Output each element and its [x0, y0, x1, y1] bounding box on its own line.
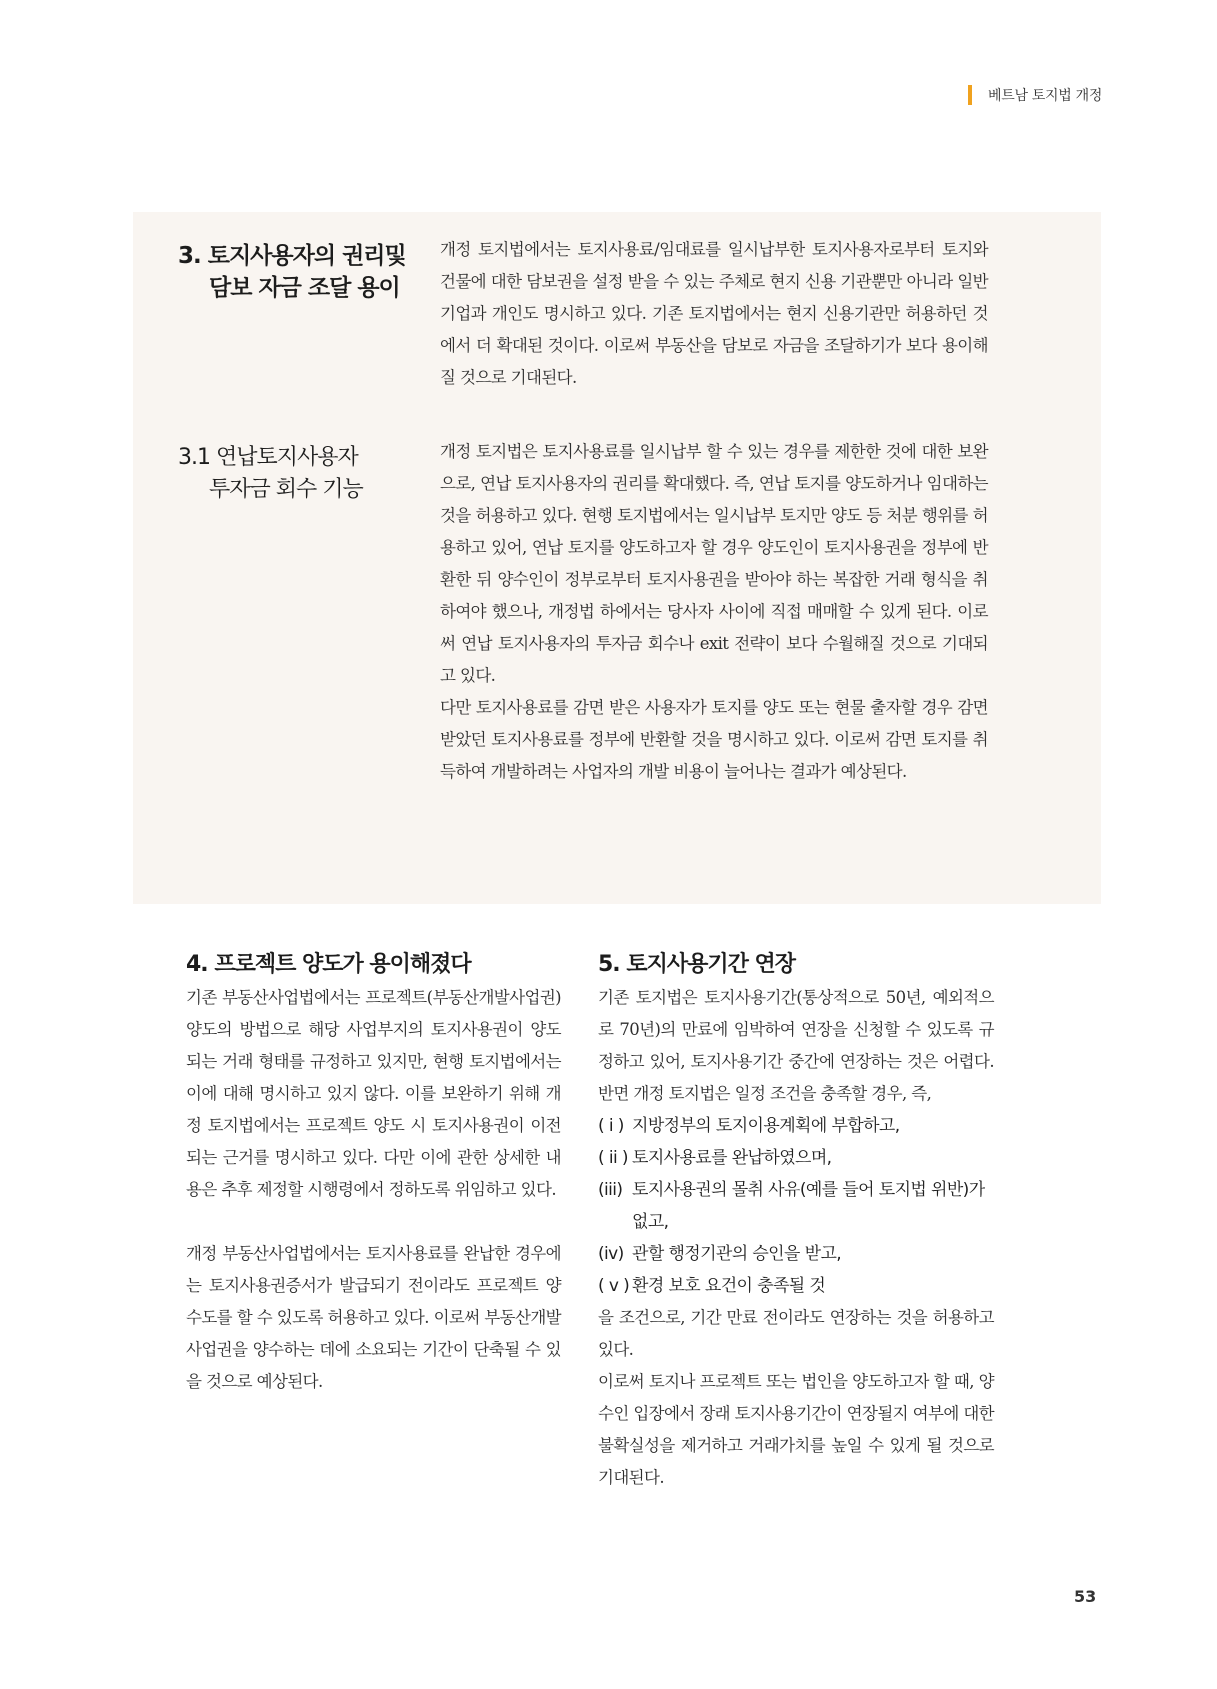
condition-text: 토지사용료를 완납하였으며,: [632, 1148, 832, 1168]
condition-item: [598, 1142, 994, 1174]
condition-text: 관할 행정기관의 승인을 받고,: [632, 1244, 842, 1264]
section3-heading: [178, 240, 428, 304]
section5: [598, 950, 994, 1494]
conditions-list: [598, 1110, 994, 1302]
condition-text: 환경 보호 요건이 충족될 것: [632, 1276, 826, 1296]
running-title: 베트남 토지법 개정: [988, 88, 1103, 104]
section31-heading-line1: 3.1 연납토지사용자: [178, 445, 358, 470]
section3-heading-line2: 담보 자금 조달 용이: [209, 275, 400, 301]
condition-marker: ( ii ): [598, 1148, 628, 1168]
condition-item: [598, 1238, 994, 1270]
section4-paragraph-1: 기존 부동산사업법에서는 프로젝트(부동산개발사업권) 양도의 방법으로 해당 사업부지의 토지사용권이 양도되는 거래 형태를 규정하고 있지만, 현행 토지법에서는 이에 대해 명시하고 있지 않다. 이를 보완하기 위해 개정 토지법에서는 프로젝트 양도 시 토지사용권이 이전되는 근거를 명시하고 있다. 다만 이에 관한 상세한 내용은 추후 제정할 시행령에서 정하도록 위임하고 있다.: [186, 988, 561, 1199]
condition-marker: ( v ): [598, 1276, 630, 1296]
section31-heading: [178, 442, 428, 506]
condition-item: [598, 1110, 994, 1142]
section5-heading: 5. 토지사용기간 연장: [598, 952, 795, 977]
section4: [186, 950, 561, 1398]
condition-text: 지방정부의 토지이용계획에 부합하고,: [632, 1116, 900, 1136]
condition-text: 토지사용권의 몰취 사유(예를 들어 토지법 위반)가 없고,: [632, 1180, 985, 1232]
section4-paragraph-2: 개정 부동산사업법에서는 토지사용료를 완납한 경우에는 토지사용권증서가 발급되기 전이라도 프로젝트 양수도를 할 수 있도록 허용하고 있다. 이로써 부동산개발사업권을 양수하는 데에 소요되는 기간이 단축될 수 있을 것으로 예상된다.: [186, 1244, 561, 1391]
running-header: [968, 84, 1102, 106]
section5-intro: 기존 토지법은 토지사용기간(통상적으로 50년, 예외적으로 70년)의 만료에 임박하여 연장을 신청할 수 있도록 규정하고 있어, 토지사용기간 중간에 연장하는 것은 어렵다. 반면 개정 토지법은 일정 조건을 충족할 경우, 즉,: [598, 988, 994, 1103]
condition-marker: (iii): [598, 1180, 623, 1200]
accent-bar: [968, 85, 972, 105]
section31-heading-line2: 투자금 회수 기능: [209, 477, 363, 502]
section4-heading: 4. 프로젝트 양도가 용이해졌다: [186, 952, 471, 977]
section31-paragraph-1: 개정 토지법은 토지사용료를 일시납부 할 수 있는 경우를 제한한 것에 대한 보완으로, 연납 토지사용자의 권리를 확대했다. 즉, 연납 토지를 양도하거나 임대하는 것을 허용하고 있다. 현행 토지법에서는 일시납부 토지만 양도 등 처분 행위를 허용하고 있어, 연납 토지를 양도하고자 할 경우 양도인이 토지사용권을 정부에 반환한 뒤 양수인이 정부로부터 토지사용권을 받아야 하는 복잡한 거래 형식을 취하여야 했으나, 개정법 하에서는 당사자 사이에 직접 매매할 수 있게 된다. 이로써 연납 토지사용자의 투자금 회수나 exit 전략이 보다 수월해질 것으로 기대되고 있다.: [440, 442, 988, 685]
condition-marker: (iv): [598, 1244, 624, 1264]
section3-heading-line1: 3. 토지사용자의 권리및: [178, 243, 406, 269]
condition-item: [598, 1174, 994, 1238]
condition-marker: ( i ): [598, 1116, 624, 1136]
section5-after-conditions: 을 조건으로, 기간 만료 전이라도 연장하는 것을 허용하고 있다.: [598, 1308, 994, 1359]
section31-body: [440, 436, 988, 788]
section3-body: 개정 토지법에서는 토지사용료/임대료를 일시납부한 토지사용자로부터 토지와 건물에 대한 담보권을 설정 받을 수 있는 주체로 현지 신용 기관뿐만 아니라 일반 기업과 개인도 명시하고 있다. 기존 토지법에서는 현지 신용기관만 허용하던 것에서 더 확대된 것이다. 이로써 부동산을 담보로 자금을 조달하기가 보다 용이해질 것으로 기대된다.: [440, 240, 988, 387]
section31-paragraph-2: 다만 토지사용료를 감면 받은 사용자가 토지를 양도 또는 현물 출자할 경우 감면 받았던 토지사용료를 정부에 반환할 것을 명시하고 있다. 이로써 감면 토지를 취득하여 개발하려는 사업자의 개발 비용이 늘어나는 결과가 예상된다.: [440, 698, 988, 781]
page-number: 53: [1074, 1587, 1097, 1606]
condition-item: [598, 1270, 994, 1302]
section5-conclusion: 이로써 토지나 프로젝트 또는 법인을 양도하고자 할 때, 양수인 입장에서 장래 토지사용기간이 연장될지 여부에 대한 불확실성을 제거하고 거래가치를 높일 수 있게 될 것으로 기대된다.: [598, 1372, 995, 1487]
